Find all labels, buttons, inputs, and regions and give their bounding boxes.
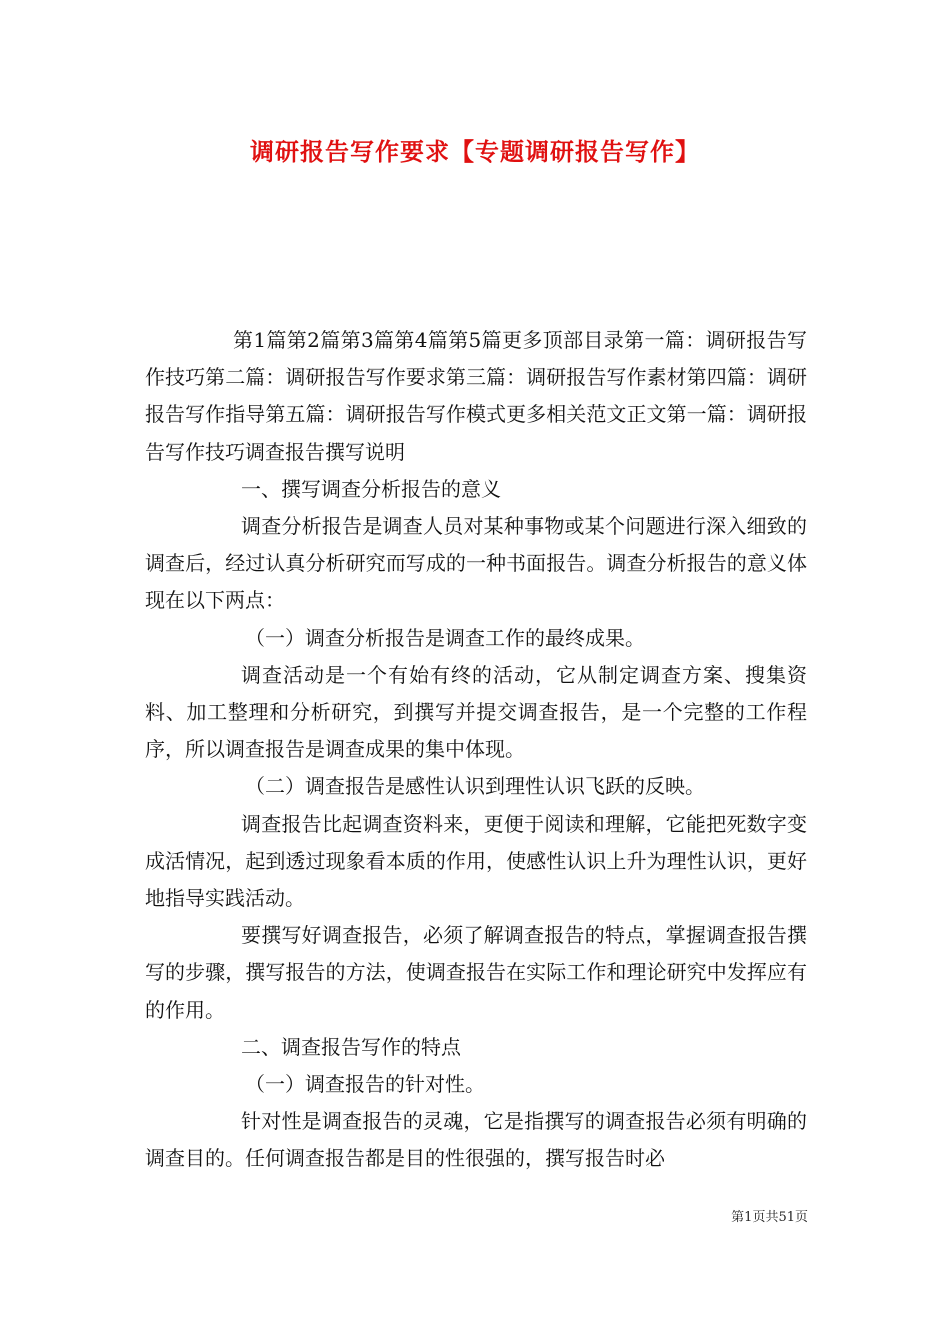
subsection-heading-1-2: （二）调查报告是感性认识到理性认识飞跃的反映。 (245, 774, 705, 799)
section-heading-2: 二、调查报告写作的特点 (241, 1034, 461, 1059)
toc-paragraph: 第1篇第2篇第3篇第4篇第5篇更多顶部目录第一篇：调研报告写作技巧第二篇：调研报告写作要求第三篇：调研报告写作素材第四篇：调研报告写作指导第五篇：调研报告写作模式更多相关范文正文第一篇：调研报告写作技巧调查报告撰写说明 (145, 328, 807, 464)
body-paragraph: 要撰写好调查报告，必须了解调查报告的特点，掌握调查报告撰写的步骤，撰写报告的方法，使调查报告在实际工作和理论研究中发挥应有的作用。 (145, 923, 807, 1022)
section-heading-1: 一、撰写调查分析报告的意义 (241, 476, 501, 501)
document-title: 调研报告写作要求【专题调研报告写作】 (250, 137, 700, 166)
subsection-heading-2-1: （一）调查报告的针对性。 (245, 1072, 485, 1097)
page-number: 第1页共51页 (731, 1210, 808, 1225)
body-paragraph: 针对性是调查报告的灵魂，它是指撰写的调查报告必须有明确的调查目的。任何调查报告都是目的性很强的，撰写报告时必 (145, 1109, 807, 1171)
document-body (145, 322, 807, 1178)
body-paragraph: 调查分析报告是调查人员对某种事物或某个问题进行深入细致的调查后，经过认真分析研究而写成的一种书面报告。调查分析报告的意义体现在以下两点： (145, 514, 807, 613)
subsection-heading-1-1: （一）调查分析报告是调查工作的最终成果。 (245, 625, 645, 650)
body-paragraph: 调查报告比起调查资料来，更便于阅读和理解，它能把死数字变成活情况，起到透过现象看本质的作用，使感性认识上升为理性认识，更好地指导实践活动。 (145, 811, 807, 911)
body-paragraph: 调查活动是一个有始有终的活动，它从制定调查方案、搜集资料、加工整理和分析研究，到撰写并提交调查报告，是一个完整的工作程序，所以调查报告是调查成果的集中体现。 (145, 662, 807, 762)
